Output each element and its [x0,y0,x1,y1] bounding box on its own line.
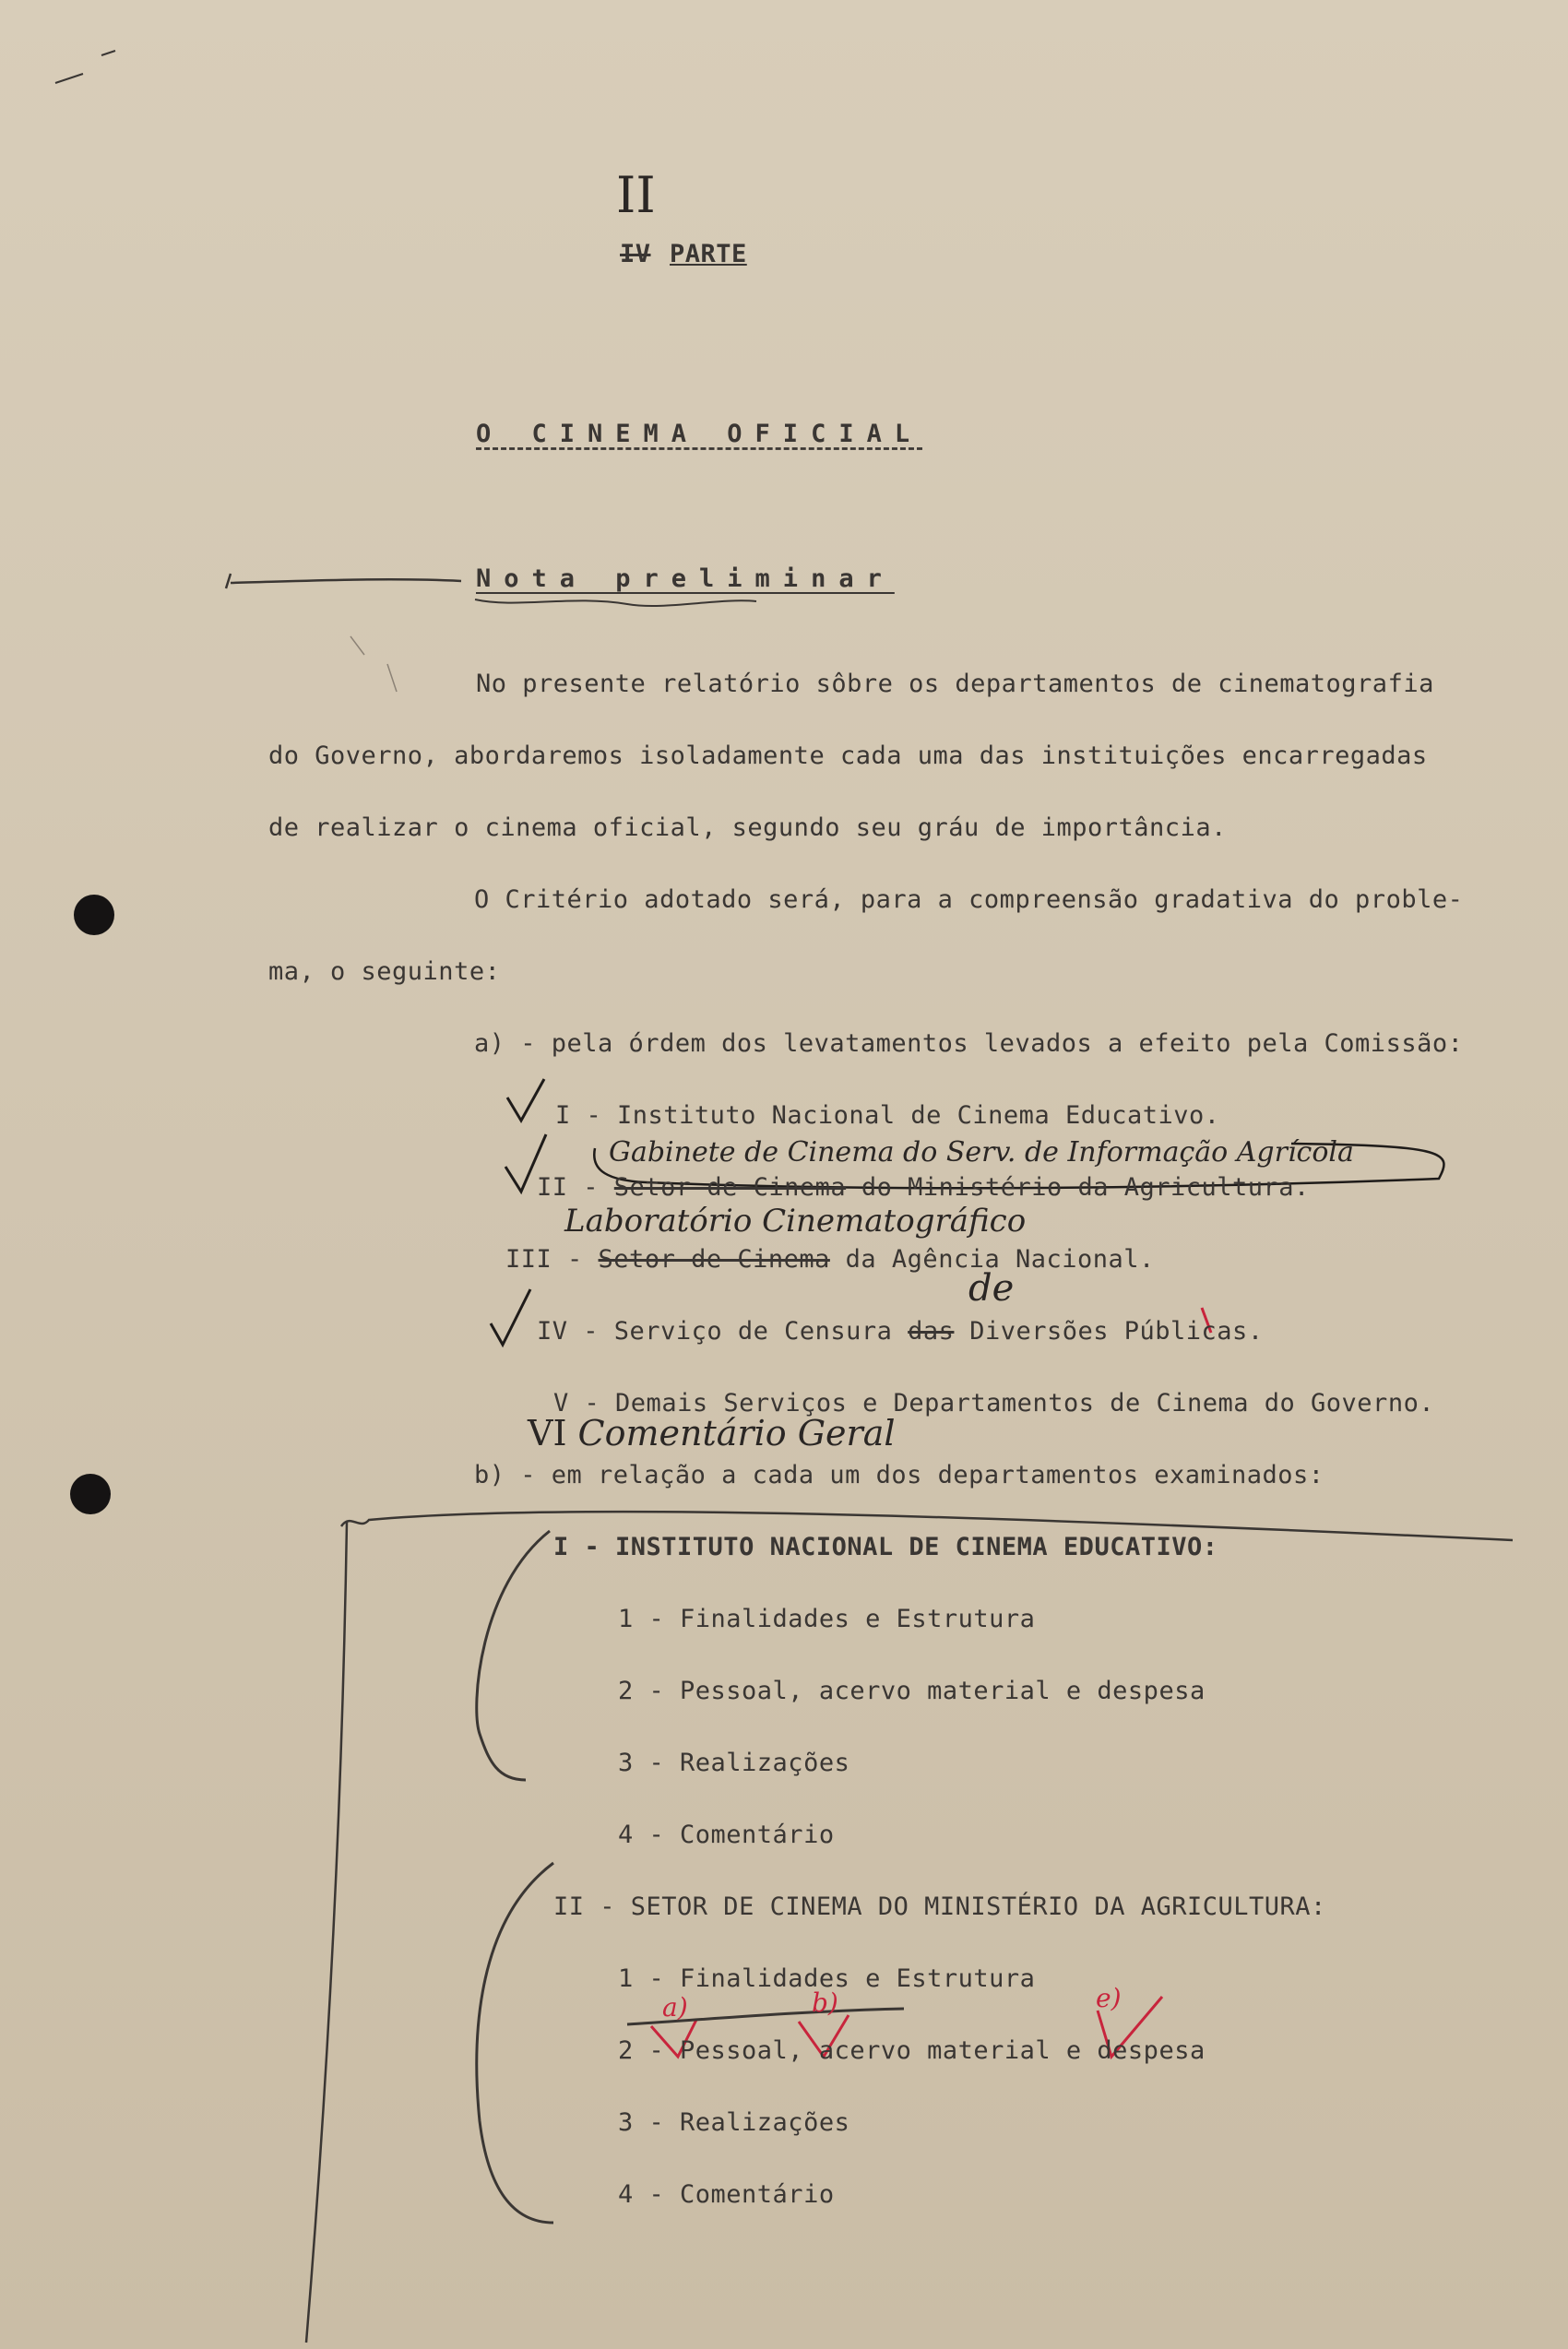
section-2-item-1: 1 - Finalidades e Estrutura [618,1964,1036,1993]
paragraph-line-2: do Governo, abordaremos isoladamente cada uma das instituições encarregadas [268,741,1428,770]
paragraph-line-3: de realizar o cinema oficial, segundo seu gráu de importância. [268,813,1227,842]
section-2-title: II - SETOR DE CINEMA DO MINISTÉRIO DA AGRICULTURA: [553,1892,1326,1921]
list-a-item-3-text: da Agência Nacional. [845,1245,1155,1274]
list-a-item-3 [505,1245,1155,1274]
page-title: O CINEMA OFICIAL [476,420,923,448]
list-a-item-3-num: III - [505,1245,583,1274]
section-1-item-1: 1 - Finalidades e Estrutura [618,1605,1036,1633]
list-b-heading: b) - em relação a cada um dos departamentos examinados: [474,1461,1324,1489]
list-a-item-4 [537,1317,1264,1346]
paragraph-line-4: O Critério adotado será, para a compreensão gradativa do proble- [474,885,1464,914]
page-subtitle: Nota preliminar [476,564,895,593]
list-a-item-6 [528,1413,896,1453]
list-a-item-4-handwritten: de [968,1267,1015,1310]
list-a-item-3-struck: Setor de Cinema [598,1245,830,1274]
part-label: PARTE [670,240,747,268]
list-a-heading: a) - pela órdem dos levatamentos levados a efeito pela Comissão: [474,1029,1464,1058]
list-a-item-4-text-before: Serviço de Censura [613,1317,893,1346]
list-a-item-6-handwritten: Comentário Geral [577,1413,896,1453]
paragraph-line-1: No presente relatório sôbre os departamentos de cinematografia [476,670,1434,698]
list-a-item-2-num: II - [537,1173,600,1202]
part-numeral-handwritten: II [616,166,656,224]
list-a-item-1-text: Instituto Nacional de Cinema Educativo. [617,1101,1220,1130]
section-1-item-4: 4 - Comentário [618,1821,835,1849]
section-1-item-3: 3 - Realizações [618,1749,850,1777]
annotation-b: b) [812,1987,838,2018]
punch-hole-top [74,895,114,935]
list-a-item-2-text: do Ministério da Agricultura. [861,1173,1310,1202]
punch-hole-bottom [70,1474,111,1514]
section-1-title: I - INSTITUTO NACIONAL DE CINEMA EDUCATIVO: [553,1533,1218,1561]
section-1-item-2: 2 - Pessoal, acervo material e despesa [618,1677,1206,1705]
list-a-item-1-num: I - [555,1101,602,1130]
list-a-item-1 [555,1101,1220,1130]
list-a-item-2 [537,1173,1310,1202]
list-a-item-4-num: IV - [537,1317,600,1346]
annotation-e: e) [1096,1983,1122,2013]
paragraph-line-5: ma, o seguinte: [268,957,501,986]
part-numeral-struck: IV [620,240,651,268]
list-a-item-4-text: Diversões Públicas. [969,1317,1264,1346]
section-2-item-2: 2 - Pessoal, acervo material e despesa [618,2036,1206,2065]
list-a-item-6-num: VI [528,1413,567,1453]
section-2-item-3: 3 - Realizações [618,2108,850,2137]
list-a-item-5-num: V - [553,1389,600,1418]
list-a-item-4-struck: das [908,1317,955,1346]
list-a-item-5-text: Demais Serviços e Departamentos de Cinema do Governo. [615,1389,1435,1418]
section-2-item-4: 4 - Comentário [618,2180,835,2209]
annotation-a: a) [662,1992,688,2023]
list-a-item-2-struck: Setor de Cinema [613,1173,847,1202]
list-a-item-3-handwritten: Laboratório Cinematográfico [564,1203,1027,1240]
list-a-item-2-handwritten: Gabinete de Cinema do Serv. de Informação Agrícola [609,1136,1354,1169]
